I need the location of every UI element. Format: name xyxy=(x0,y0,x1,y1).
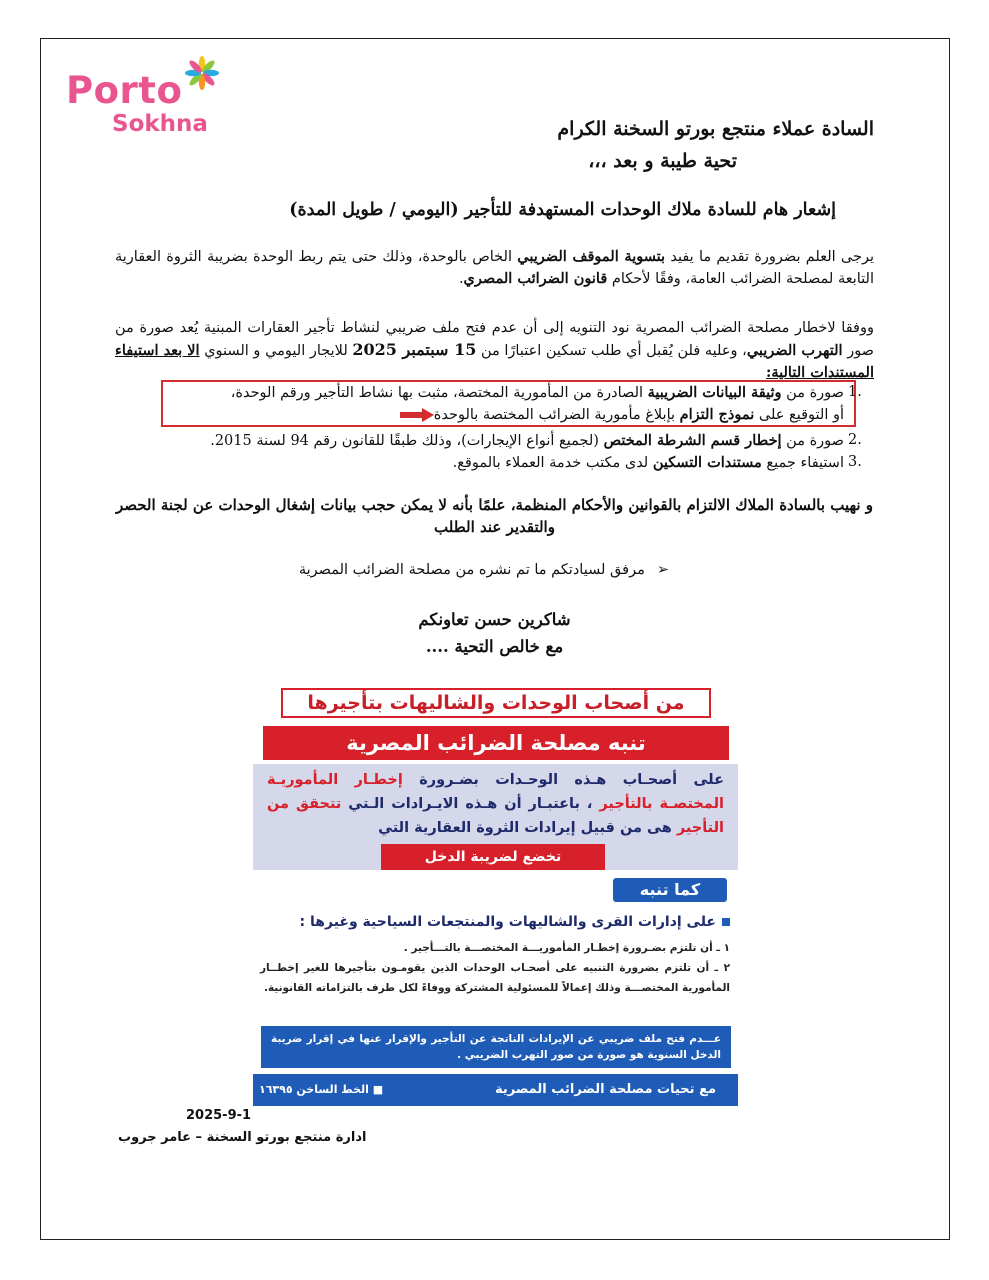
list-item-1 xyxy=(162,382,874,426)
list-item-2 xyxy=(162,430,874,452)
p2-bold-date: 15 سبتمبر 2025 xyxy=(352,340,477,359)
band-red-d: تتحقق من التأجير xyxy=(267,796,724,836)
poster-band-text xyxy=(267,768,724,840)
item1-line2-bold: نموذج التزام xyxy=(679,406,755,423)
porto-sokhna-logo xyxy=(66,55,246,145)
item1-text-c: الصادرة من المأمورية المختصة، مثبت بها نشاط التأجير ورقم الوحدة، xyxy=(230,385,648,401)
poster-sub-text: على إدارات القرى والشاليهات والمنتجعات السياحية وغيرها : xyxy=(299,914,716,930)
poster-list-item-2: ٢ ـ أن تلتزم بضرورة التنبيه على أصحـاب الوحدات الذين يقومـون بتأجيرها للغير إخطــار المأمورية المختصـــة وذلك إعمالاً للمسئولية المشتركة ووفاءً لكل طرف بالتزاماته القانونية. xyxy=(260,962,730,994)
square-bullet-icon xyxy=(722,918,730,926)
poster-footer-greeting: مع تحيات مصلحة الضرائب المصرية xyxy=(495,1082,716,1097)
logo-sokhna-text: Sokhna xyxy=(112,111,208,137)
p1-bold-b: بتسوية الموقف الضريبي xyxy=(517,248,666,265)
item1-text-a: صورة من xyxy=(781,385,844,401)
poster-hotline: ■ الخط الساخن ١٦٣٩٥ xyxy=(259,1083,384,1096)
item2-bold: إخطار قسم الشرطة المختص xyxy=(603,432,782,449)
p2-bold-b: التهرب الضريبي xyxy=(746,342,843,359)
management-signature: ادارة منتجع بورتو السخنة – عامر جروب xyxy=(118,1130,367,1145)
closing-line1: و نهيب بالسادة الملاك الالتزام بالقوانين والأحكام المنظمة، علمًا بأنه لا يمكن حجب بيانات إشغال الوحدات عن لجنة الحصر xyxy=(115,496,874,514)
p1-bold-d: قانون الضرائب المصري xyxy=(463,270,608,287)
poster-blue-note: عـــدم فتح ملف ضريبي عن الإيرادات الناتجة عن التأجير والإقرار عنها في إقرار ضريبة الدخل السنوية هو صورة من صور التهرب الضريبي . xyxy=(261,1026,731,1068)
paragraph-2 xyxy=(115,318,874,384)
item-number: 1. xyxy=(848,384,862,400)
notice-title: إشعار هام للسادة ملاك الوحدات المستهدفة للتأجير (اليومي / طويل المدة) xyxy=(289,200,836,220)
list-item-3 xyxy=(162,452,874,474)
p2-text-a: ووفقا لاخطار مصلحة الضرائب المصرية نود التنويه إلى أن عدم فتح ملف ضريبي لنشاط تأجير العقارات المبنية يُعد صورة من صور xyxy=(115,320,874,359)
poster-subheading xyxy=(260,912,730,932)
document-date: 2025-9-1 xyxy=(186,1108,252,1123)
tax-authority-poster xyxy=(253,684,738,1108)
thanks-line2: مع خالص التحية .... xyxy=(425,637,564,656)
poster-income-tax-label: تخضع لضريبة الدخل xyxy=(381,844,605,870)
thanks-line1: شاكرين حسن تعاونكم xyxy=(418,610,571,629)
p2-text-e: للايجار اليومي و السنوي xyxy=(199,343,353,359)
item3-text-a: استيفاء جميع xyxy=(761,455,844,471)
p2-text-c: ، وعليه فلن يُقبل أي طلب تسكين اعتبارًا من xyxy=(476,343,747,359)
item1-line2-c: بإبلاغ مأمورية الضرائب المختصة بالوحدة xyxy=(433,407,680,423)
greeting-line1: السادة عملاء منتجع بورتو السخنة الكرام xyxy=(557,118,874,140)
poster-kama-label: كما تنبه xyxy=(613,878,727,902)
item1-line2-a: أو التوقيع على xyxy=(754,407,844,423)
arrow-bullet-icon: ➢ xyxy=(656,562,669,578)
red-arrow-icon xyxy=(400,408,434,422)
band-red-b: إخطـار المأموريـة المختصـة بالتأجير xyxy=(267,772,724,812)
p1-text-a: يرجى العلم بضرورة تقديم ما يفيد xyxy=(665,249,875,265)
poster-red-title: تنبه مصلحة الضرائب المصرية xyxy=(263,726,729,760)
document-list xyxy=(162,382,874,474)
flower-icon xyxy=(182,55,222,91)
paragraph-1 xyxy=(115,246,874,290)
p1-text-e: . xyxy=(458,271,464,287)
item3-text-c: لدى مكتب خدمة العملاء بالموقع. xyxy=(452,455,653,471)
item2-text-a: صورة من xyxy=(781,433,844,449)
p1-text-c: الخاص بالوحدة، وذلك حتى يتم ربط الوحدة بضريبة الثروة العقارية التابعة لمصلحة الضرائب العامة، وفقًا لأحكام xyxy=(115,249,874,287)
poster-top-banner: من أصحاب الوحدات والشاليهات بتأجيرها xyxy=(281,688,711,718)
item2-text-c: (لجميع أنواع الإيجارات)، وذلك طبقًا للقانون رقم 94 لسنة 2015. xyxy=(210,433,604,449)
p2-bold-f: الا بعد استيفاء المستندات التالية: xyxy=(115,342,874,381)
poster-footer xyxy=(253,1074,738,1106)
poster-list xyxy=(260,938,730,998)
band-text-a: على أصحـاب هـذه الوحـدات بضـرورة xyxy=(402,772,724,788)
item-number: 3. xyxy=(848,454,862,470)
greeting-line2: تحية طيبة و بعد ،،، xyxy=(588,150,737,172)
band-text-c: ، باعتبـار أن هـذه الايـرادات الـتي xyxy=(341,796,600,812)
closing-paragraph xyxy=(115,494,874,538)
band-text-e: هى من قبيل إيرادات الثروة العقارية التي xyxy=(378,820,677,836)
poster-list-item-1: ١ ـ أن تلتزم بضـرورة إخطـار المأموريـــة المختصـــة بالتـــأجير . xyxy=(403,942,730,954)
attachment-note xyxy=(299,562,669,578)
closing-line2: والتقدير عند الطلب xyxy=(434,518,555,536)
item3-bold: مستندات التسكين xyxy=(652,454,762,471)
item1-bold: وثيقة البيانات الضريبية xyxy=(647,384,782,401)
attachment-text: مرفق لسيادتكم ما تم نشره من مصلحة الضرائب المصرية xyxy=(298,562,645,578)
item-number: 2. xyxy=(848,432,862,448)
logo-porto-text: Porto xyxy=(66,69,183,112)
